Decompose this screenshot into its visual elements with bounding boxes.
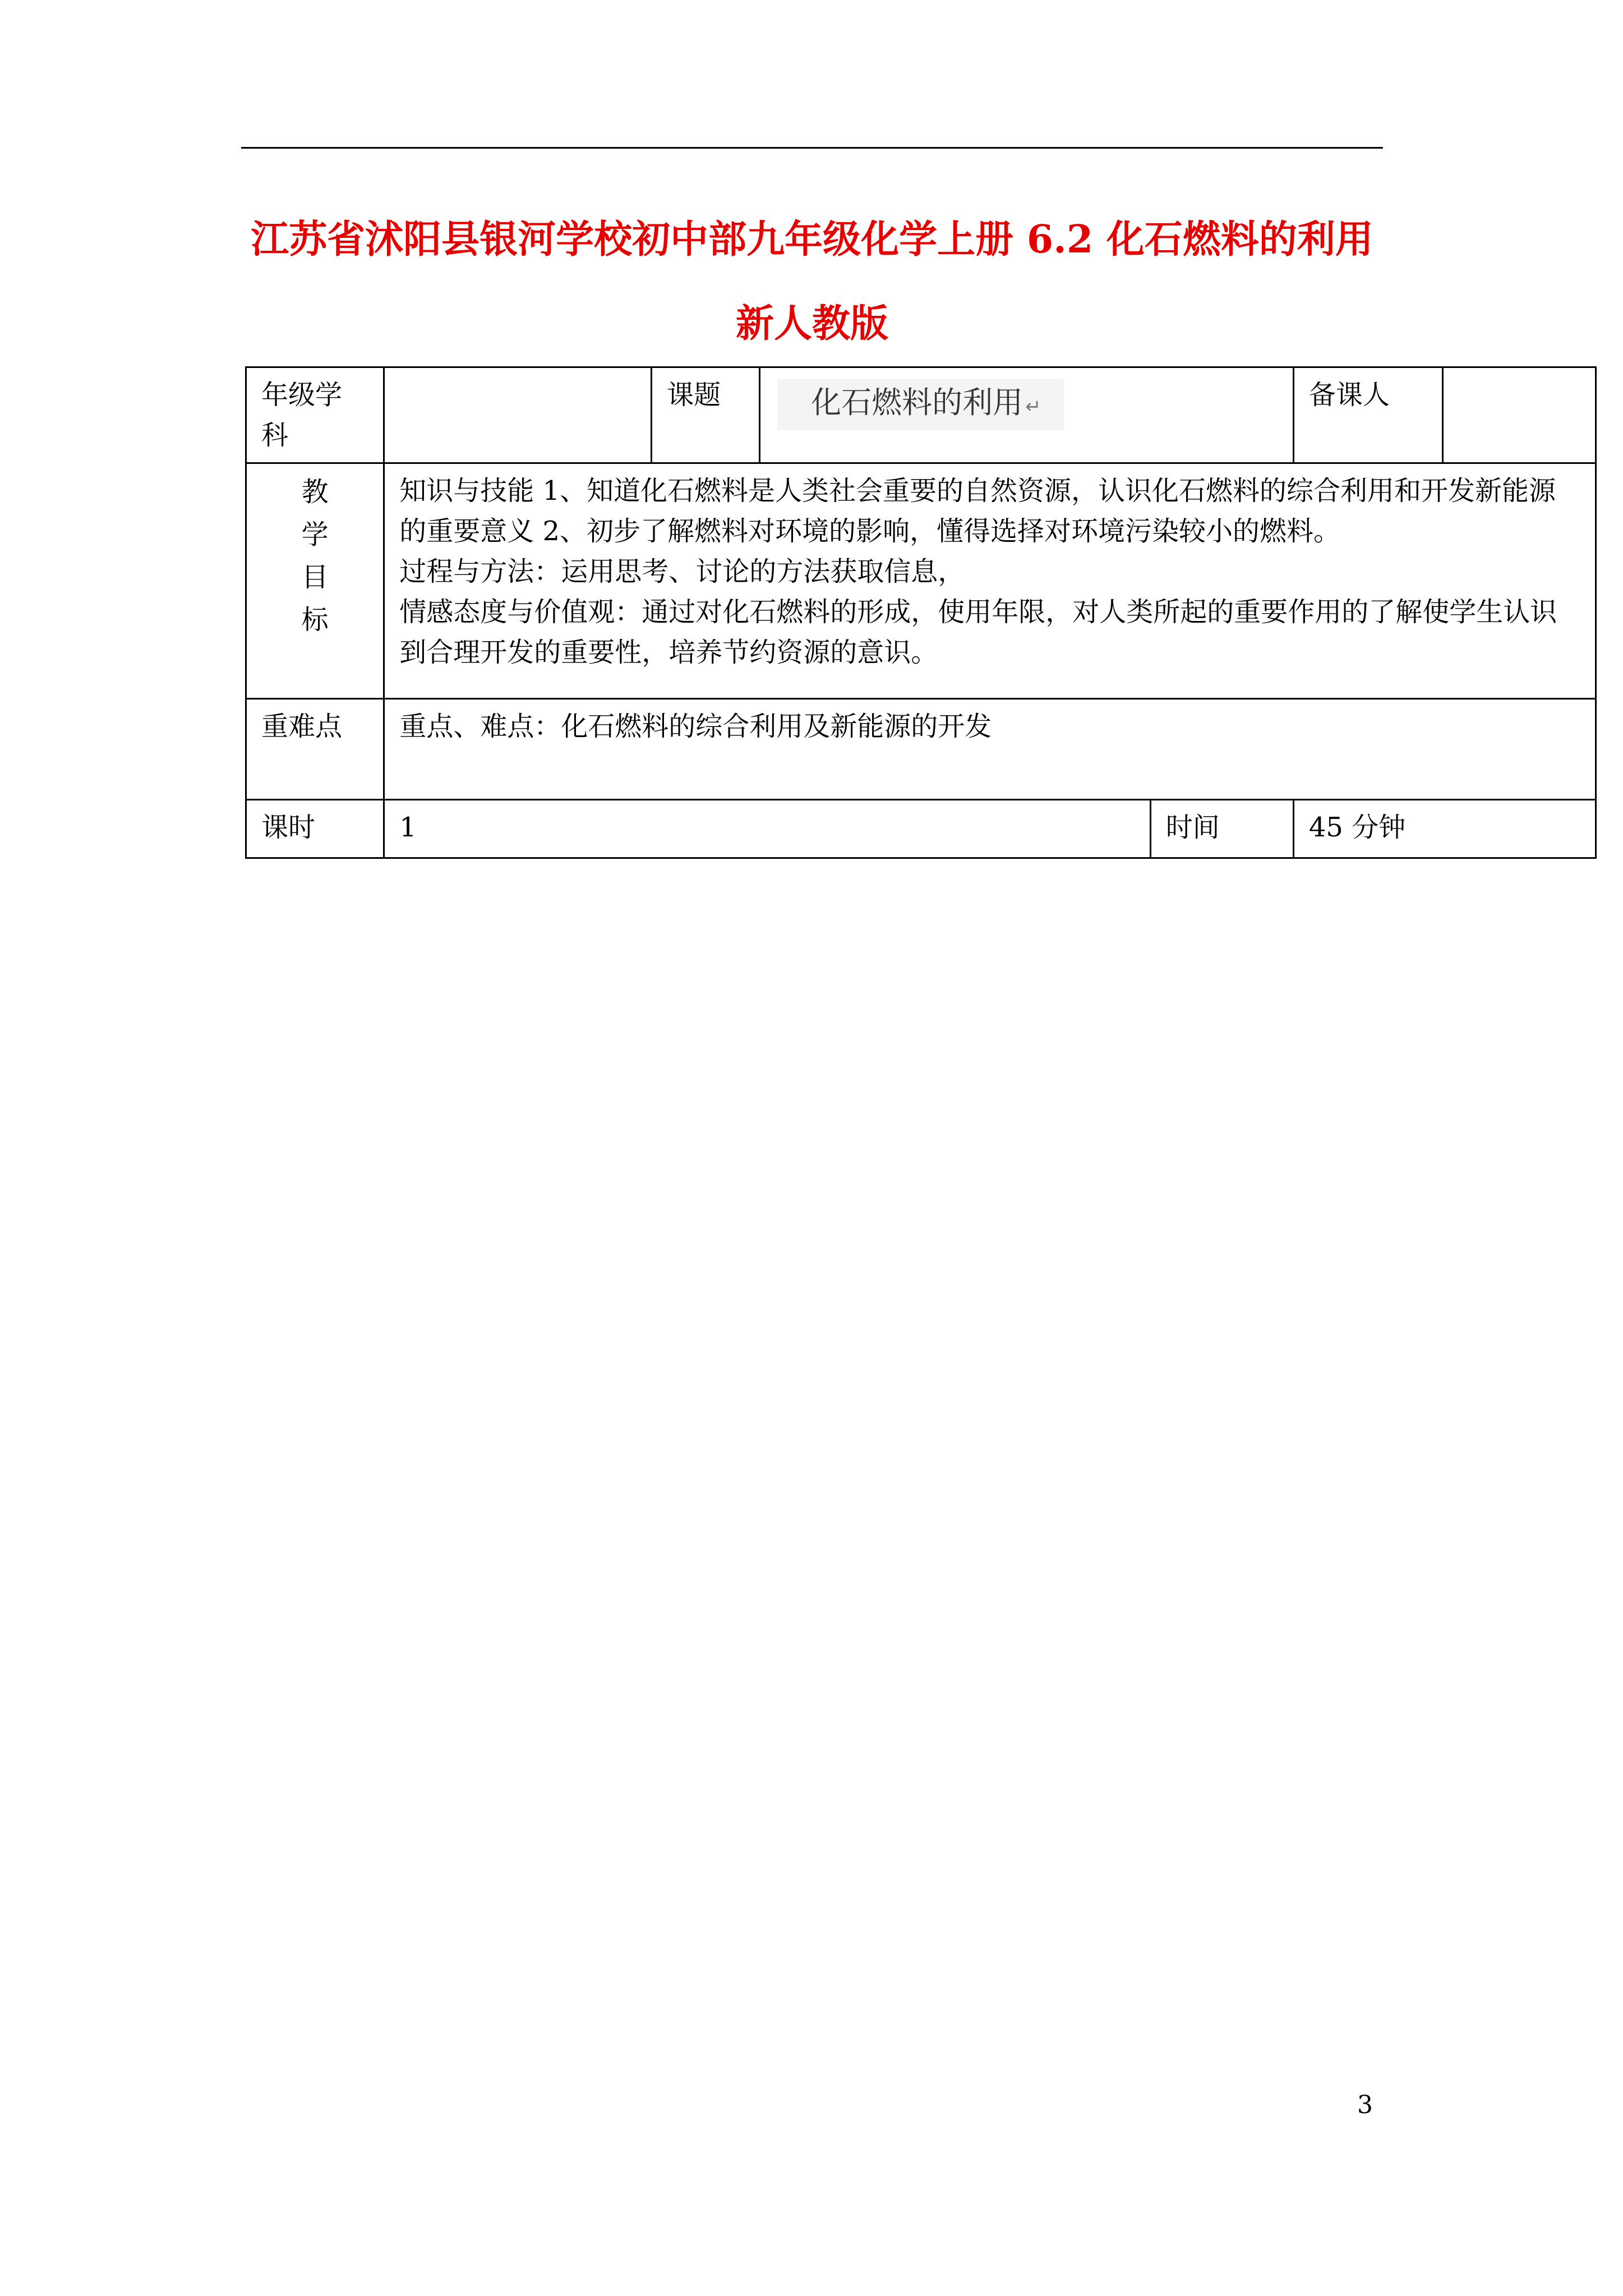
page-number: 3 — [1357, 2091, 1373, 2119]
topic-label: 课题 — [652, 367, 760, 463]
topic-value: 化石燃料的利用 — [811, 385, 1023, 420]
grade-subject-value — [384, 367, 652, 463]
objectives-content — [384, 463, 1596, 699]
preparer-value — [1443, 367, 1596, 463]
header-rule — [241, 147, 1383, 149]
table-row-key-points — [246, 699, 1596, 800]
topic-cell — [760, 367, 1294, 463]
time-label: 时间 — [1150, 800, 1293, 858]
time-value: 45 分钟 — [1293, 800, 1596, 858]
periods-label: 课时 — [246, 800, 384, 858]
lesson-plan-table — [245, 366, 1597, 859]
objective-knowledge-skills: 知识与技能 1、知道化石燃料是人类社会重要的自然资源，认识化石燃料的综合利用和开发新能源的重要意义 2、初步了解燃料对环境的影响，懂得选择对环境污染较小的燃料。 — [399, 475, 1556, 547]
topic-image — [777, 379, 1064, 430]
objective-process-method: 过程与方法：运用思考、讨论的方法获取信息， — [399, 556, 965, 587]
objectives-label-char: 标 — [301, 604, 329, 636]
objective-attitude-values: 情感态度与价值观：通过对化石燃料的形成，使用年限，对人类所起的重要作用的了解使学生认识到合理开发的重要性，培养节约资源的意识。 — [399, 596, 1557, 668]
table-row-header — [246, 367, 1596, 463]
objectives-label — [246, 463, 384, 699]
preparer-label: 备课人 — [1293, 367, 1442, 463]
key-points-label: 重难点 — [246, 699, 384, 800]
table-row-periods — [246, 800, 1596, 858]
objectives-label-char: 目 — [301, 562, 329, 593]
key-points-value: 重点、难点：化石燃料的综合利用及新能源的开发 — [384, 699, 1596, 800]
document-title-line-1: 江苏省沭阳县银河学校初中部九年级化学上册 6.2 化石燃料的利用 — [251, 217, 1373, 262]
periods-value: 1 — [384, 800, 1151, 858]
grade-subject-label: 年级学科 — [246, 367, 384, 463]
objectives-label-char: 学 — [301, 519, 329, 550]
return-mark-icon: ↵ — [1025, 395, 1041, 418]
table-row-objectives — [246, 463, 1596, 699]
objectives-label-char: 教 — [301, 476, 329, 508]
document-title-line-2: 新人教版 — [735, 301, 888, 346]
